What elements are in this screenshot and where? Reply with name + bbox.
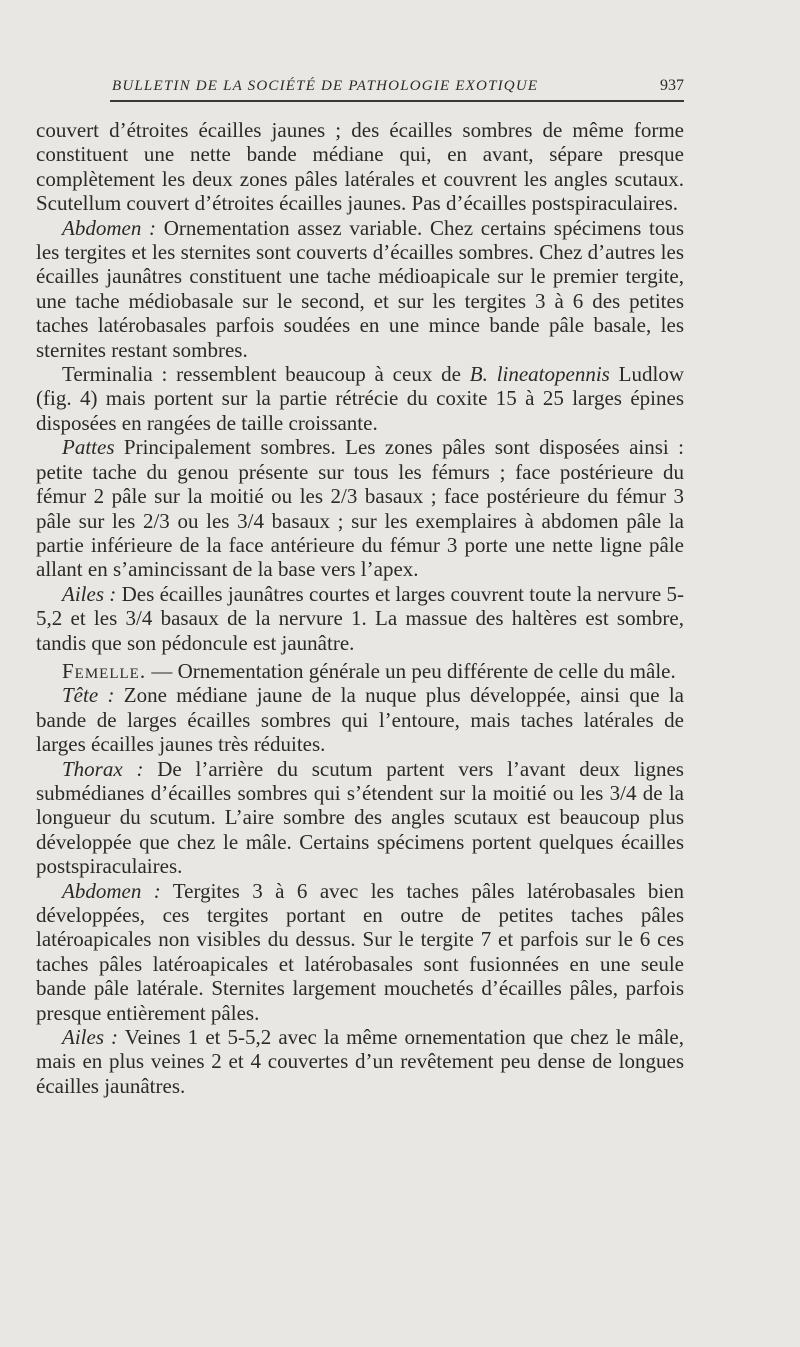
ailes-female-text: Veines 1 et 5-5,2 avec la même ornementation que chez le mâle, mais en plus veines 2 et 4 couvertes d’un revêtement peu dense de longues écailles jaunâtres. (36, 1025, 684, 1098)
tete-text: Zone médiane jaune de la nuque plus développée, ainsi que la bande de larges écailles sombres qui l’entoure, mais taches latérales de larges écailles jaunes très réduites. (36, 683, 684, 757)
species-name: B. lineatopennis (469, 362, 610, 387)
running-header (112, 77, 684, 95)
section-label-ailes: Ailes : (62, 581, 117, 606)
abdomen-female-text: Tergites 3 à 6 avec les taches pâles latérobasales bien développées, ces tergites portant en outre de petites taches pâles latéroapicales non visibles du dessus. Sur le tergite 7 et parfois sur le 6 ces taches pâles latéroapicales et latérobasales sont fusionnées en une seule bande pâle latérale. Sternites largement mouchetés d’écailles pâles, parfois presque entièrement pâles. (36, 878, 684, 1025)
paragraph-terminalia (36, 362, 684, 435)
paragraph-tete (36, 683, 684, 756)
paragraph-abdomen-male (36, 216, 684, 362)
header-rule (110, 100, 684, 102)
paragraph-thorax (36, 757, 684, 879)
ailes-male-text: Des écailles jaunâtres courtes et larges couvrent toute la nervure 5-5,2 et les 3/4 basaux de la nervure 1. La massue des haltères est sombre, tandis que son pédoncule est jaunâtre. (36, 581, 685, 655)
terminalia-text-end: Ludlow (fig. 4) mais portent sur la partie rétrécie du coxite 15 à 25 larges épines disposées en rangées de taille croissante. (36, 362, 685, 435)
paragraph-ailes-female (36, 1025, 684, 1098)
body-text (36, 118, 684, 1098)
section-heading-femelle: Femelle. (62, 658, 147, 683)
terminalia-text-start: Terminalia : ressemblent beaucoup à ceux de (62, 362, 470, 387)
femelle-text: — Ornementation générale un peu différente de celle du mâle. (146, 658, 676, 683)
page-number: 937 (660, 77, 684, 94)
paragraph-femelle (36, 659, 684, 683)
pattes-text: Principalement sombres. Les zones pâles sont disposées ainsi : petite tache du genou présente sur tous les fémurs ; face postérieure du fémur 2 pâle sur la moitié ou les 2/3 basaux ; face postérieure du fémur 3 pâle sur les 2/3 ou les 3/4 basaux ; sur les exemplaires à abdomen pâle la partie inférieure de la face antérieure du fémur 3 porte une nette ligne pâle allant en s’amincissant de la base vers l’apex. (36, 435, 684, 582)
section-label-ailes-female: Ailes : (62, 1025, 119, 1050)
running-title: BULLETIN DE LA SOCIÉTÉ DE PATHOLOGIE EXOTIQUE (112, 78, 539, 94)
abdomen-male-text: Ornementation assez variable. Chez certains spécimens tous les tergites et les sternites sont couverts d’écailles sombres. Chez d’autres les écailles jaunâtres constituent une tache médioapicale sur le premier tergite, une tache médiobasale sur le second, et sur les tergites 3 à 6 des petites taches latérobasales parfois soudées en une mince bande pâle basale, les sternites restant sombres. (36, 215, 684, 362)
section-label-abdomen: Abdomen : (62, 215, 157, 240)
section-label-abdomen-female: Abdomen : (62, 878, 161, 903)
section-label-tete: Tête : (62, 683, 115, 708)
section-label-pattes: Pattes (62, 435, 115, 460)
paragraph-ailes-male (36, 582, 684, 655)
section-label-thorax: Thorax : (62, 756, 144, 781)
paragraph-pattes (36, 435, 684, 581)
thorax-text: De l’arrière du scutum partent vers l’avant deux lignes submédianes d’écailles sombres qui s’étendent sur la moitié ou les 3/4 de la longueur du scutum. L’aire sombre des angles scutaux est beaucoup plus développée que chez le mâle. Certains spécimens portent quelques écailles postspiraculaires. (36, 756, 684, 879)
paragraph-abdomen-female (36, 879, 684, 1025)
paragraph-scutum: couvert d’étroites écailles jaunes ; des écailles sombres de même forme constituent une nette bande médiane qui, en avant, sépare presque complètement les deux zones pâles latérales et couvrent les angles scutaux. Scutellum couvert d’étroites écailles jaunes. Pas d’écailles postspiraculaires. (36, 118, 684, 216)
